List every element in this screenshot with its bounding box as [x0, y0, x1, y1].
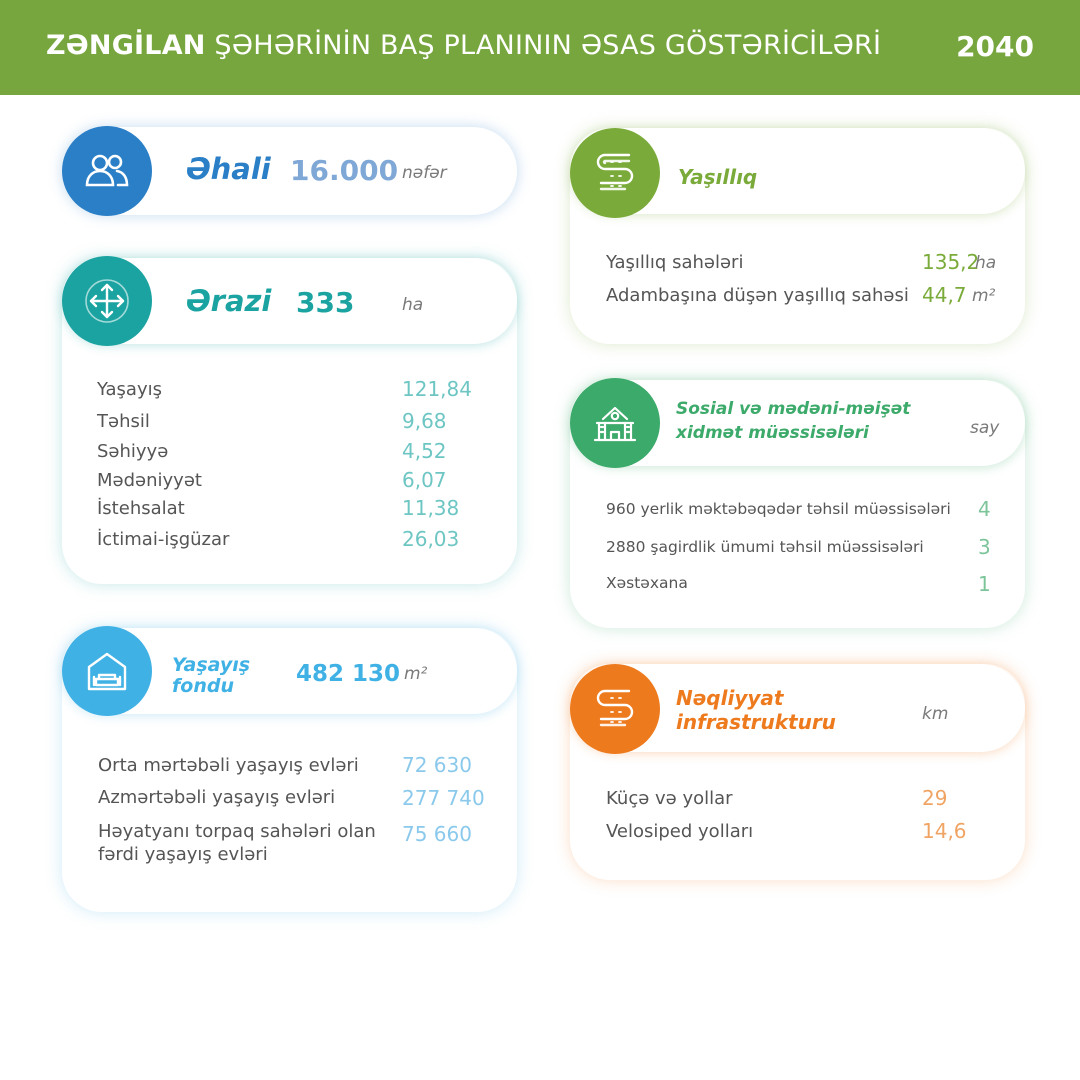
page-title [46, 30, 881, 61]
area-row-value: 121,84 [402, 377, 472, 401]
greenery-row-unit: m² [972, 286, 996, 306]
greenery-row-unit: ha [975, 253, 997, 273]
transport-icon-circle [570, 664, 660, 754]
area-row-value: 6,07 [402, 468, 447, 492]
area-row-label: Yaşayış [97, 379, 162, 400]
greenery-icon-circle [570, 128, 660, 218]
transport-label-line2: infrastrukturu [676, 710, 836, 734]
transport-unit: km [922, 704, 949, 724]
header-bar [0, 0, 1080, 95]
transport-row-value: 29 [922, 786, 948, 810]
arrows-expand-icon [81, 275, 133, 327]
social-row-label: 2880 şagirdlik ümumi təhsil müəssisələri [606, 538, 924, 556]
area-row-value: 9,68 [402, 409, 447, 433]
area-value: 333 [296, 286, 355, 319]
housing-row-value: 75 660 [402, 822, 472, 846]
transport-row-label: Küçə və yollar [606, 788, 733, 809]
transport-row-value: 14,6 [922, 819, 967, 843]
area-row-label: İstehsalat [97, 498, 185, 519]
social-label-line2: xidmət müəssisələri [676, 423, 869, 443]
housing-label-line1: Yaşayış [172, 654, 251, 676]
social-row-value: 3 [978, 535, 991, 559]
housing-unit: m² [404, 664, 428, 684]
housing-row-value: 277 740 [402, 786, 485, 810]
area-row-value: 4,52 [402, 439, 447, 463]
housing-row-label: Azmərtəbəli yaşayış evləri [98, 787, 336, 808]
social-row-label: 960 yerlik məktəbəqədər təhsil müəssisələri [606, 500, 951, 518]
social-row-value: 4 [978, 497, 991, 521]
area-row-label: Təhsil [97, 411, 150, 432]
greenery-row-value: 44,7 [922, 283, 967, 307]
greenery-row-label: Yaşıllıq sahələri [606, 252, 744, 273]
social-label-line1: Sosial və mədəni-məişət [676, 399, 911, 419]
area-icon-circle [62, 256, 152, 346]
social-row-value: 1 [978, 572, 991, 596]
housing-label-line2: fondu [172, 675, 234, 697]
population-icon-circle [62, 126, 152, 216]
area-label: Ərazi [186, 284, 272, 318]
housing-row-label: Orta mərtəbəli yaşayış evləri [98, 755, 359, 776]
area-row-label: İctimai-işgüzar [97, 529, 230, 550]
greenery-row-value: 135,2 [922, 250, 980, 274]
housing-row-label: fərdi yaşayış evləri [98, 844, 268, 865]
area-row-label: Səhiyyə [97, 441, 169, 462]
population-label: Əhali [186, 152, 271, 186]
area-unit: ha [402, 295, 424, 315]
building-icon [589, 397, 641, 449]
greenery-row-label: Adambaşına düşən yaşıllıq sahəsi [606, 285, 909, 306]
housing-value: 482 130 [296, 661, 401, 687]
housing-icon-circle [62, 626, 152, 716]
social-unit: say [970, 418, 1000, 438]
population-value: 16.000 [290, 154, 399, 187]
people-icon [81, 145, 133, 197]
area-row-value: 11,38 [402, 496, 460, 520]
population-unit: nəfər [402, 163, 447, 183]
social-icon-circle [570, 378, 660, 468]
title-city: ZƏNGİLAN [46, 30, 206, 61]
transport-row-label: Velosiped yolları [606, 821, 754, 842]
area-row-label: Mədəniyyət [97, 470, 202, 491]
title-rest: ŞƏHƏRİNİN BAŞ PLANININ ƏSAS GÖSTƏRİCİLƏRİ [214, 30, 882, 61]
greenery-label: Yaşıllıq [678, 165, 758, 189]
year-label: 2040 [956, 30, 1034, 63]
area-row-value: 26,03 [402, 527, 460, 551]
winding-road-icon [589, 683, 641, 735]
social-row-label: Xəstəxana [606, 574, 688, 592]
housing-row-label: Həyatyanı torpaq sahələri olan [98, 821, 376, 842]
house-sofa-icon [81, 645, 133, 697]
transport-label-line1: Nəqliyyat [676, 686, 784, 710]
winding-road-icon [589, 147, 641, 199]
housing-row-value: 72 630 [402, 753, 472, 777]
